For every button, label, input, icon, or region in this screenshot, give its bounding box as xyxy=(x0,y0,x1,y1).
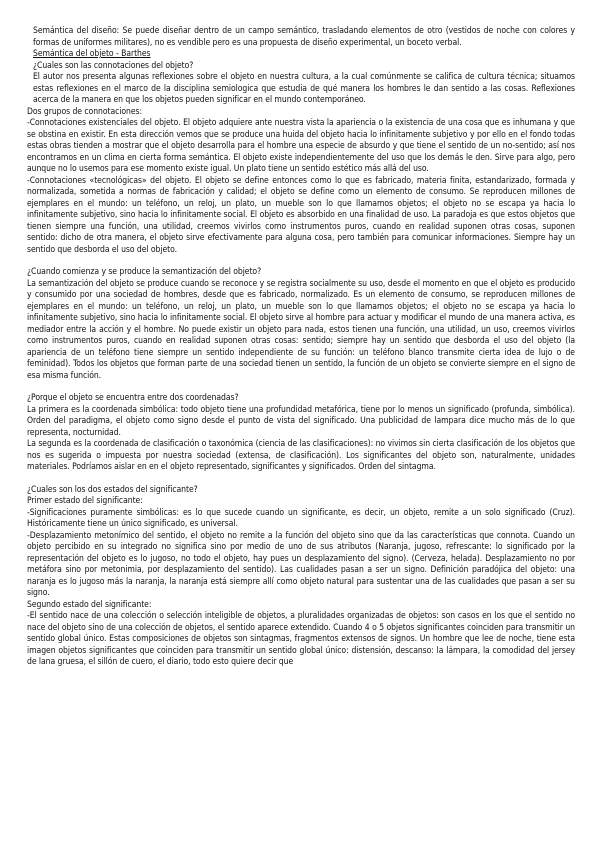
question-estados-significante: ¿Cuales son los dos estados del significante? xyxy=(27,484,198,495)
blank-line xyxy=(27,474,575,485)
blank-line xyxy=(27,382,575,393)
paragraph-coordenada-clasificacion: La segunda es la coordenada de clasificación o taxonómica (ciencia de las clasificaciones): no vivimos sin cierta clasificación de los objetos que nos es sugerida o impuesta por nuestra sociedad (extensa, de clasificación). Los significantes del objeto son, naturalmente, unidades materiales. Podríamos aislar en en el objeto representado, significantes y significados. Orden del sintagma. xyxy=(27,439,575,472)
paragraph-desplazamiento-metonimico: -Desplazamiento metonímico del sentido, el objeto no remite a la función del objeto sino que da las características que connota. Cuando un objeto percibido en su integrado no significa sino por medio de uno de sus atributos (Naranja, jugoso, refrescante: lo significado por la representación del objeto es lo jugoso, no todo el objeto, hay pues un desplazamiento del signo). (Cerveza, helada). Desplazamiento no por metáfora sino por metonimia, por desplazamiento del sentido). Las cualidades pasan a ser un signo. Definición paradójica del objeto: una naranja es lo jugoso más la naranja, la naranja está siempre allí como objeto natural para sustentar una de las cualidades que pasan a ser su signo. xyxy=(27,530,575,598)
blank-line xyxy=(27,256,575,267)
question-connotaciones: ¿Cuales son las connotaciones del objeto? xyxy=(33,60,194,71)
question-semantizacion: ¿Cuando comienza y se produce la semantización del objeto? xyxy=(27,267,262,277)
paragraph-coordenada-simbolica: La primera es la coordenada simbólica: todo objeto tiene una profundidad metafórica, tiene por lo menos un significado (profunda, simbólica). Orden del paradigma, el objeto como signo desde el punto de vista del significado. Una publicidad de lampara dice mucho más de lo que representa, nocturnidad. xyxy=(27,404,575,438)
paragraph-dos-grupos: Dos grupos de connotaciones: xyxy=(27,106,143,117)
section-title-semantica-objeto: Semántica del objeto - Barthes xyxy=(33,49,151,59)
heading-segundo-estado: Segundo estado del significante: xyxy=(27,599,152,610)
document-page xyxy=(27,26,575,669)
paragraph-semantizacion: La semantización del objeto se produce cuando se reconoce y se registra socialmente su uso, desde el momento en que el objeto es producido y consumido por una sociedad de hombres, desde que es fabricado, normalizado. Es un elemento de consumo, se reproducen millones de ejemplares en el mundo: un teléfono, un reloj, un plato, un mueble son lo que llamamos objetos; el objeto no se escapa ya hacia lo infinitamente subjetivo, sino hacia lo infinitamente social. El objeto sirve al hombre para actuar y modificar el mundo de una manera activa, es mediador entre la acción y el hombre. No puede existir un objeto para nada, estos tienen una función, una utilidad, un uso, creemos vivirlos como instrumentos puros, cuando en realidad suponen otras cosas: sentido; siempre hay un sentido que desborda el uso del objeto (la apariencia de un teléfono tiene siempre un sentido independiente de su función: un teléfono blanco transmite cierta idea de lujo o de feminidad). Todos los objetos que forman parte de una sociedad tienen un sentido, la función de un objeto se convierte siempre en el signo de esa misma función. xyxy=(27,278,575,381)
question-coordenadas: ¿Porque el objeto se encuentra entre dos coordenadas? xyxy=(27,393,239,403)
paragraph-semantica-diseno: Semántica del diseño: Se puede diseñar dentro de un campo semántico, trasladando elementos de otro (vestidos de noche con colores y formas de uniformes militares), no es vendible pero es una propuesta de diseño experimental, un boceto verbal. xyxy=(33,26,575,48)
paragraph-connotaciones-tecnologicas: -Connotaciones «tecnológicas» del objeto. El objeto se define entonces como lo que es fabricado, materia finita, estandarizado, formada y normalizada, sometida a normas de fabricación y calidad; el objeto se define como un elemento de consumo. Se reproducen millones de ejemplares en el mundo: un teléfono, un reloj, un plato, un mueble son lo que llamamos objetos; el objeto no se escapa ya hacia lo infinitamente subjetivo, sino hacia lo infinitamente social. El objeto es absorbido en una finalidad de uso. La paradoja es que estos objetos que tienen siempre una función, una utilidad, creemos vivirlos como instrumentos puros, cuando en realidad suponen otras cosas, suponen sentido: dicho de otra manera, el objeto sirve efectivamente para alguna cosa, pero también para comunicar informaciones. Siempre hay un sentido que desborda el uso del objeto. xyxy=(27,175,575,255)
paragraph-connotaciones-existenciales: -Connotaciones existenciales del objeto. El objeto adquiere ante nuestra vista la apariencia o la existencia de una cosa que es inhumana y que se obstina en existir. En esta dirección vemos que se produce una huida del objeto hacia lo infinitamente subjetivo y por ello en el fondo todas estas obras tienden a mostrar que el objeto desarrolla para el hombre una especie de absurdo y que tiene el sentido de un no-sentido; así nos encontramos en un clima en cierta forma semántica. El objeto existe independientemente del uso que los demás le den. Sirve para algo, pero aunque no lo usemos para ese momento existe igual. Un plato tiene un sentido estético más allá del uso. xyxy=(27,118,575,174)
paragraph-coleccion-objetos: -El sentido nace de una colección o selección inteligible de objetos, a pluralidades organizadas de objetos: son casos en los que el sentido no nace del objeto sino de una colección de objetos, el sentido aparece extendido. Cuando 4 o 5 objetos significantes coinciden para transmitir un sentido global único. Estas composiciones de objetos son sintagmas, fragmentos extensos de signos. Un hombre que lee de noche, tiene esta imagen objetos significantes que coinciden para transmitir un sentido global único: distensión, descanso: la lámpara, la comodidad del jersey de lana gruesa, el sillón de cuero, el diario, todo esto quiere decir que xyxy=(27,611,575,667)
paragraph-significaciones-simbolicas: -Significaciones puramente simbólicas: es lo que sucede cuando un significante, es decir, un objeto, remite a un solo significado (Cruz). Históricamente tiene un único significado, es universal. xyxy=(27,507,575,529)
heading-primer-estado: Primer estado del significante: xyxy=(27,496,143,506)
paragraph-reflexiones: El autor nos presenta algunas reflexiones sobre el objeto en nuestra cultura, a la cual comúnmente se califica de cultura técnica; situamos estas reflexiones en el marco de la disciplina semiologica que estudia de qué manera los hombres le dan sentido a las cosas. Reflexiones acerca de la manera en que los objetos pueden significar en el mundo contemporáneo. xyxy=(33,72,575,105)
